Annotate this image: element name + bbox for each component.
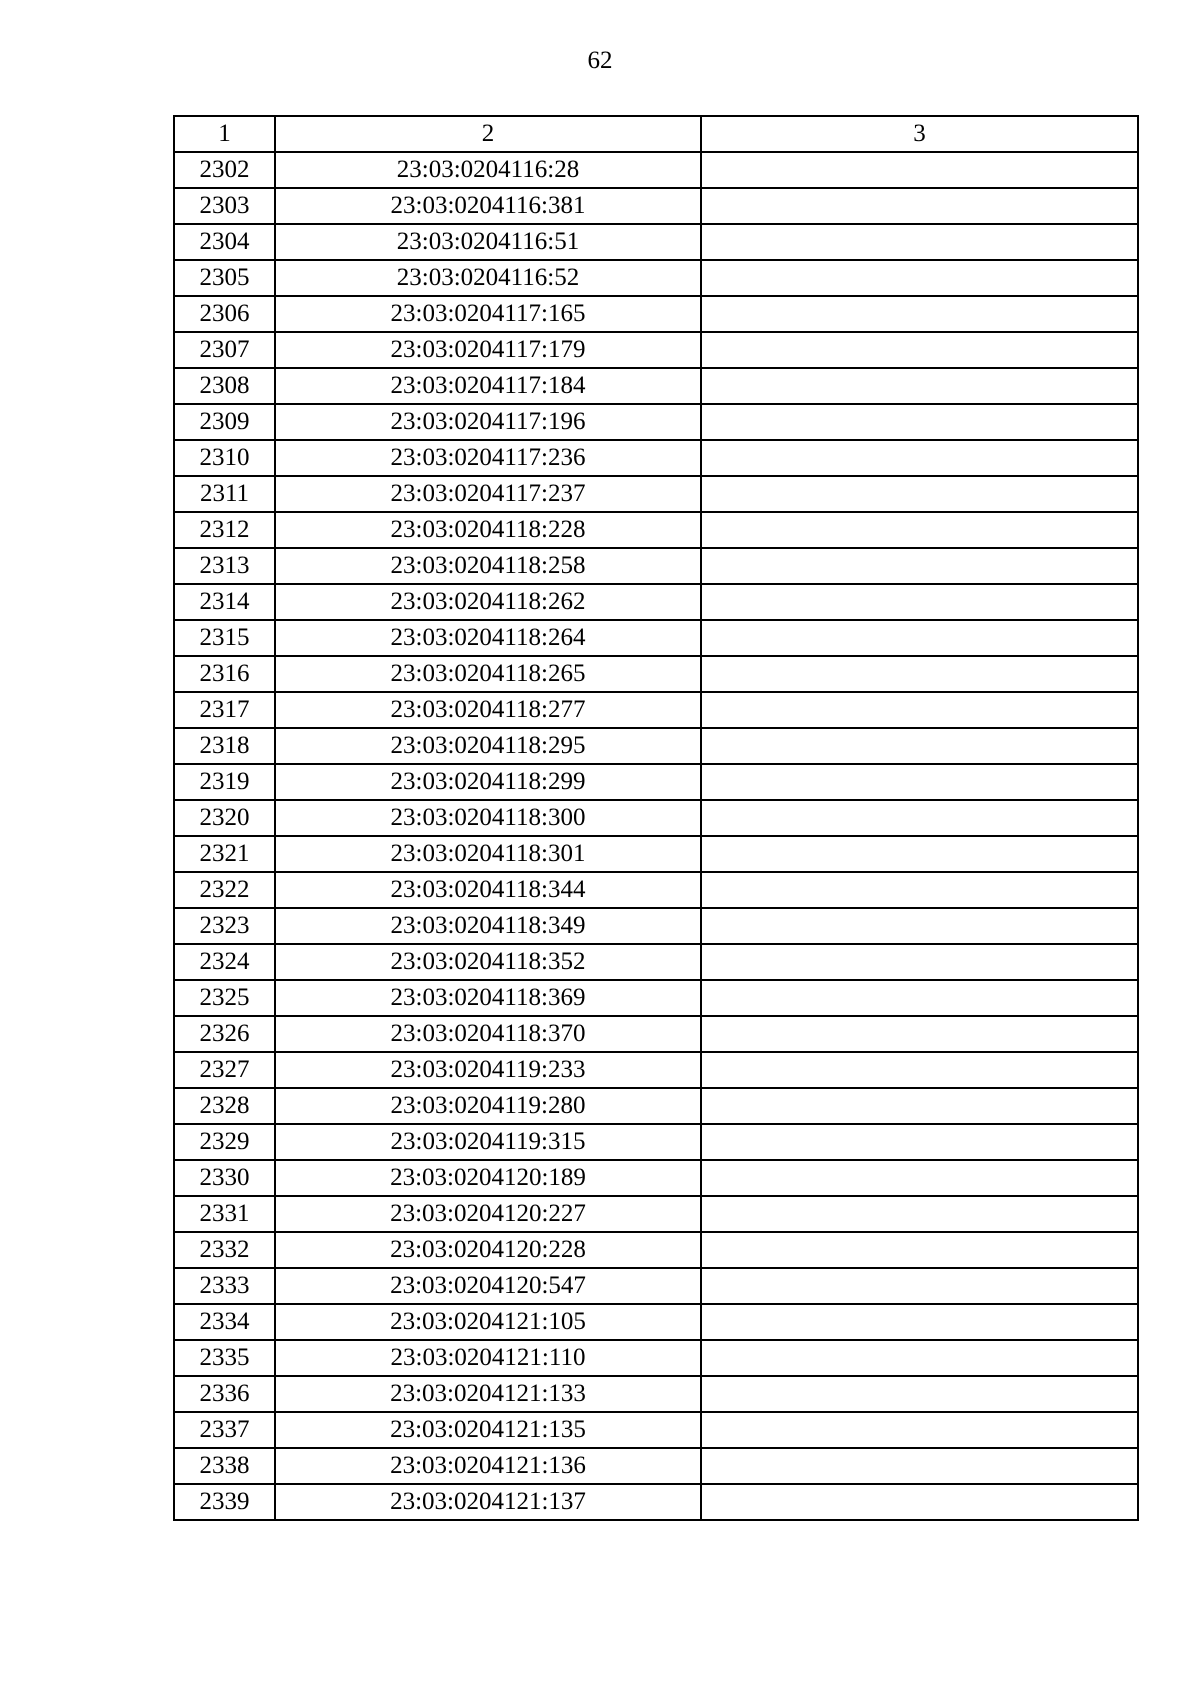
note-cell xyxy=(701,224,1138,260)
cadastral-number-cell: 23:03:0204118:300 xyxy=(275,800,701,836)
cadastral-number-cell: 23:03:0204121:133 xyxy=(275,1376,701,1412)
note-cell xyxy=(701,1124,1138,1160)
table-row xyxy=(174,296,1138,332)
table-row xyxy=(174,764,1138,800)
row-number-cell: 2303 xyxy=(174,188,275,224)
row-number-cell: 2322 xyxy=(174,872,275,908)
cadastral-number-cell: 23:03:0204120:228 xyxy=(275,1232,701,1268)
cadastral-number-cell: 23:03:0204120:189 xyxy=(275,1160,701,1196)
note-cell xyxy=(701,1160,1138,1196)
table-row xyxy=(174,1088,1138,1124)
row-number-cell: 2329 xyxy=(174,1124,275,1160)
note-cell xyxy=(701,260,1138,296)
cadastral-number-cell: 23:03:0204118:277 xyxy=(275,692,701,728)
note-cell xyxy=(701,944,1138,980)
cadastral-number-cell: 23:03:0204121:110 xyxy=(275,1340,701,1376)
note-cell xyxy=(701,404,1138,440)
cadastral-number-cell: 23:03:0204118:370 xyxy=(275,1016,701,1052)
note-cell xyxy=(701,332,1138,368)
row-number-cell: 2334 xyxy=(174,1304,275,1340)
cadastral-number-cell: 23:03:0204121:137 xyxy=(275,1484,701,1520)
table-row xyxy=(174,476,1138,512)
table-row xyxy=(174,656,1138,692)
table-row xyxy=(174,728,1138,764)
row-number-cell: 2335 xyxy=(174,1340,275,1376)
row-number-cell: 2317 xyxy=(174,692,275,728)
row-number-cell: 2321 xyxy=(174,836,275,872)
note-cell xyxy=(701,1088,1138,1124)
cadastral-number-cell: 23:03:0204118:349 xyxy=(275,908,701,944)
note-cell xyxy=(701,872,1138,908)
table-row xyxy=(174,152,1138,188)
cadastral-number-cell: 23:03:0204117:236 xyxy=(275,440,701,476)
row-number-cell: 2336 xyxy=(174,1376,275,1412)
cadastral-number-cell: 23:03:0204120:547 xyxy=(275,1268,701,1304)
cadastral-number-cell: 23:03:0204117:237 xyxy=(275,476,701,512)
table-row xyxy=(174,332,1138,368)
column-header-3: 3 xyxy=(701,116,1138,152)
note-cell xyxy=(701,1448,1138,1484)
row-number-cell: 2309 xyxy=(174,404,275,440)
table-row xyxy=(174,512,1138,548)
table-row xyxy=(174,980,1138,1016)
cadastral-number-cell: 23:03:0204121:135 xyxy=(275,1412,701,1448)
note-cell xyxy=(701,1340,1138,1376)
cadastral-number-cell: 23:03:0204118:262 xyxy=(275,584,701,620)
row-number-cell: 2316 xyxy=(174,656,275,692)
table-row xyxy=(174,440,1138,476)
note-cell xyxy=(701,1232,1138,1268)
row-number-cell: 2338 xyxy=(174,1448,275,1484)
row-number-cell: 2313 xyxy=(174,548,275,584)
table-row xyxy=(174,260,1138,296)
note-cell xyxy=(701,656,1138,692)
row-number-cell: 2312 xyxy=(174,512,275,548)
note-cell xyxy=(701,152,1138,188)
note-cell xyxy=(701,836,1138,872)
note-cell xyxy=(701,188,1138,224)
row-number-cell: 2328 xyxy=(174,1088,275,1124)
table-row xyxy=(174,908,1138,944)
table-row xyxy=(174,1196,1138,1232)
cadastral-number-cell: 23:03:0204116:28 xyxy=(275,152,701,188)
cadastral-number-cell: 23:03:0204118:344 xyxy=(275,872,701,908)
note-cell xyxy=(701,1196,1138,1232)
row-number-cell: 2305 xyxy=(174,260,275,296)
note-cell xyxy=(701,440,1138,476)
note-cell xyxy=(701,692,1138,728)
table-row xyxy=(174,1340,1138,1376)
cadastral-number-cell: 23:03:0204119:233 xyxy=(275,1052,701,1088)
row-number-cell: 2337 xyxy=(174,1412,275,1448)
cadastral-number-cell: 23:03:0204118:299 xyxy=(275,764,701,800)
cadastral-number-cell: 23:03:0204118:301 xyxy=(275,836,701,872)
table-header-row xyxy=(174,116,1138,152)
page-number: 62 xyxy=(587,47,613,74)
note-cell xyxy=(701,548,1138,584)
note-cell xyxy=(701,368,1138,404)
table-row xyxy=(174,620,1138,656)
note-cell xyxy=(701,1016,1138,1052)
table-row xyxy=(174,1268,1138,1304)
note-cell xyxy=(701,728,1138,764)
row-number-cell: 2339 xyxy=(174,1484,275,1520)
cadastral-number-cell: 23:03:0204118:264 xyxy=(275,620,701,656)
table-row xyxy=(174,872,1138,908)
note-cell xyxy=(701,1268,1138,1304)
row-number-cell: 2326 xyxy=(174,1016,275,1052)
table-row xyxy=(174,224,1138,260)
row-number-cell: 2311 xyxy=(174,476,275,512)
table-row xyxy=(174,1232,1138,1268)
cadastral-table xyxy=(173,115,1139,1521)
note-cell xyxy=(701,1052,1138,1088)
table-row xyxy=(174,692,1138,728)
table-row xyxy=(174,1376,1138,1412)
table-row xyxy=(174,548,1138,584)
table-row xyxy=(174,1412,1138,1448)
table-row xyxy=(174,1124,1138,1160)
row-number-cell: 2302 xyxy=(174,152,275,188)
cadastral-number-cell: 23:03:0204118:352 xyxy=(275,944,701,980)
note-cell xyxy=(701,980,1138,1016)
note-cell xyxy=(701,512,1138,548)
note-cell xyxy=(701,1304,1138,1340)
row-number-cell: 2333 xyxy=(174,1268,275,1304)
row-number-cell: 2320 xyxy=(174,800,275,836)
table-row xyxy=(174,1448,1138,1484)
note-cell xyxy=(701,908,1138,944)
row-number-cell: 2315 xyxy=(174,620,275,656)
cadastral-number-cell: 23:03:0204117:184 xyxy=(275,368,701,404)
table-row xyxy=(174,836,1138,872)
cadastral-number-cell: 23:03:0204119:280 xyxy=(275,1088,701,1124)
note-cell xyxy=(701,584,1138,620)
row-number-cell: 2318 xyxy=(174,728,275,764)
note-cell xyxy=(701,296,1138,332)
row-number-cell: 2307 xyxy=(174,332,275,368)
table-row xyxy=(174,584,1138,620)
column-header-1: 1 xyxy=(174,116,275,152)
row-number-cell: 2308 xyxy=(174,368,275,404)
row-number-cell: 2327 xyxy=(174,1052,275,1088)
row-number-cell: 2323 xyxy=(174,908,275,944)
row-number-cell: 2325 xyxy=(174,980,275,1016)
cadastral-number-cell: 23:03:0204116:52 xyxy=(275,260,701,296)
row-number-cell: 2330 xyxy=(174,1160,275,1196)
note-cell xyxy=(701,764,1138,800)
table-row xyxy=(174,1052,1138,1088)
note-cell xyxy=(701,620,1138,656)
row-number-cell: 2314 xyxy=(174,584,275,620)
cadastral-number-cell: 23:03:0204119:315 xyxy=(275,1124,701,1160)
row-number-cell: 2319 xyxy=(174,764,275,800)
table-row xyxy=(174,1304,1138,1340)
cadastral-number-cell: 23:03:0204118:369 xyxy=(275,980,701,1016)
cadastral-number-cell: 23:03:0204117:179 xyxy=(275,332,701,368)
row-number-cell: 2304 xyxy=(174,224,275,260)
table-row xyxy=(174,944,1138,980)
row-number-cell: 2310 xyxy=(174,440,275,476)
table-body xyxy=(174,152,1138,1520)
cadastral-number-cell: 23:03:0204116:381 xyxy=(275,188,701,224)
cadastral-number-cell: 23:03:0204121:105 xyxy=(275,1304,701,1340)
cadastral-number-cell: 23:03:0204118:295 xyxy=(275,728,701,764)
table-row xyxy=(174,800,1138,836)
note-cell xyxy=(701,1376,1138,1412)
table-row xyxy=(174,188,1138,224)
note-cell xyxy=(701,800,1138,836)
row-number-cell: 2306 xyxy=(174,296,275,332)
cadastral-number-cell: 23:03:0204116:51 xyxy=(275,224,701,260)
row-number-cell: 2324 xyxy=(174,944,275,980)
cadastral-number-cell: 23:03:0204118:258 xyxy=(275,548,701,584)
table-row xyxy=(174,1016,1138,1052)
cadastral-number-cell: 23:03:0204117:165 xyxy=(275,296,701,332)
row-number-cell: 2331 xyxy=(174,1196,275,1232)
row-number-cell: 2332 xyxy=(174,1232,275,1268)
cadastral-number-cell: 23:03:0204121:136 xyxy=(275,1448,701,1484)
table-row xyxy=(174,1160,1138,1196)
table-row xyxy=(174,368,1138,404)
cadastral-number-cell: 23:03:0204117:196 xyxy=(275,404,701,440)
cadastral-number-cell: 23:03:0204118:228 xyxy=(275,512,701,548)
cadastral-number-cell: 23:03:0204120:227 xyxy=(275,1196,701,1232)
note-cell xyxy=(701,1412,1138,1448)
note-cell xyxy=(701,1484,1138,1520)
table-row xyxy=(174,1484,1138,1520)
column-header-2: 2 xyxy=(275,116,701,152)
table-row xyxy=(174,404,1138,440)
cadastral-number-cell: 23:03:0204118:265 xyxy=(275,656,701,692)
note-cell xyxy=(701,476,1138,512)
